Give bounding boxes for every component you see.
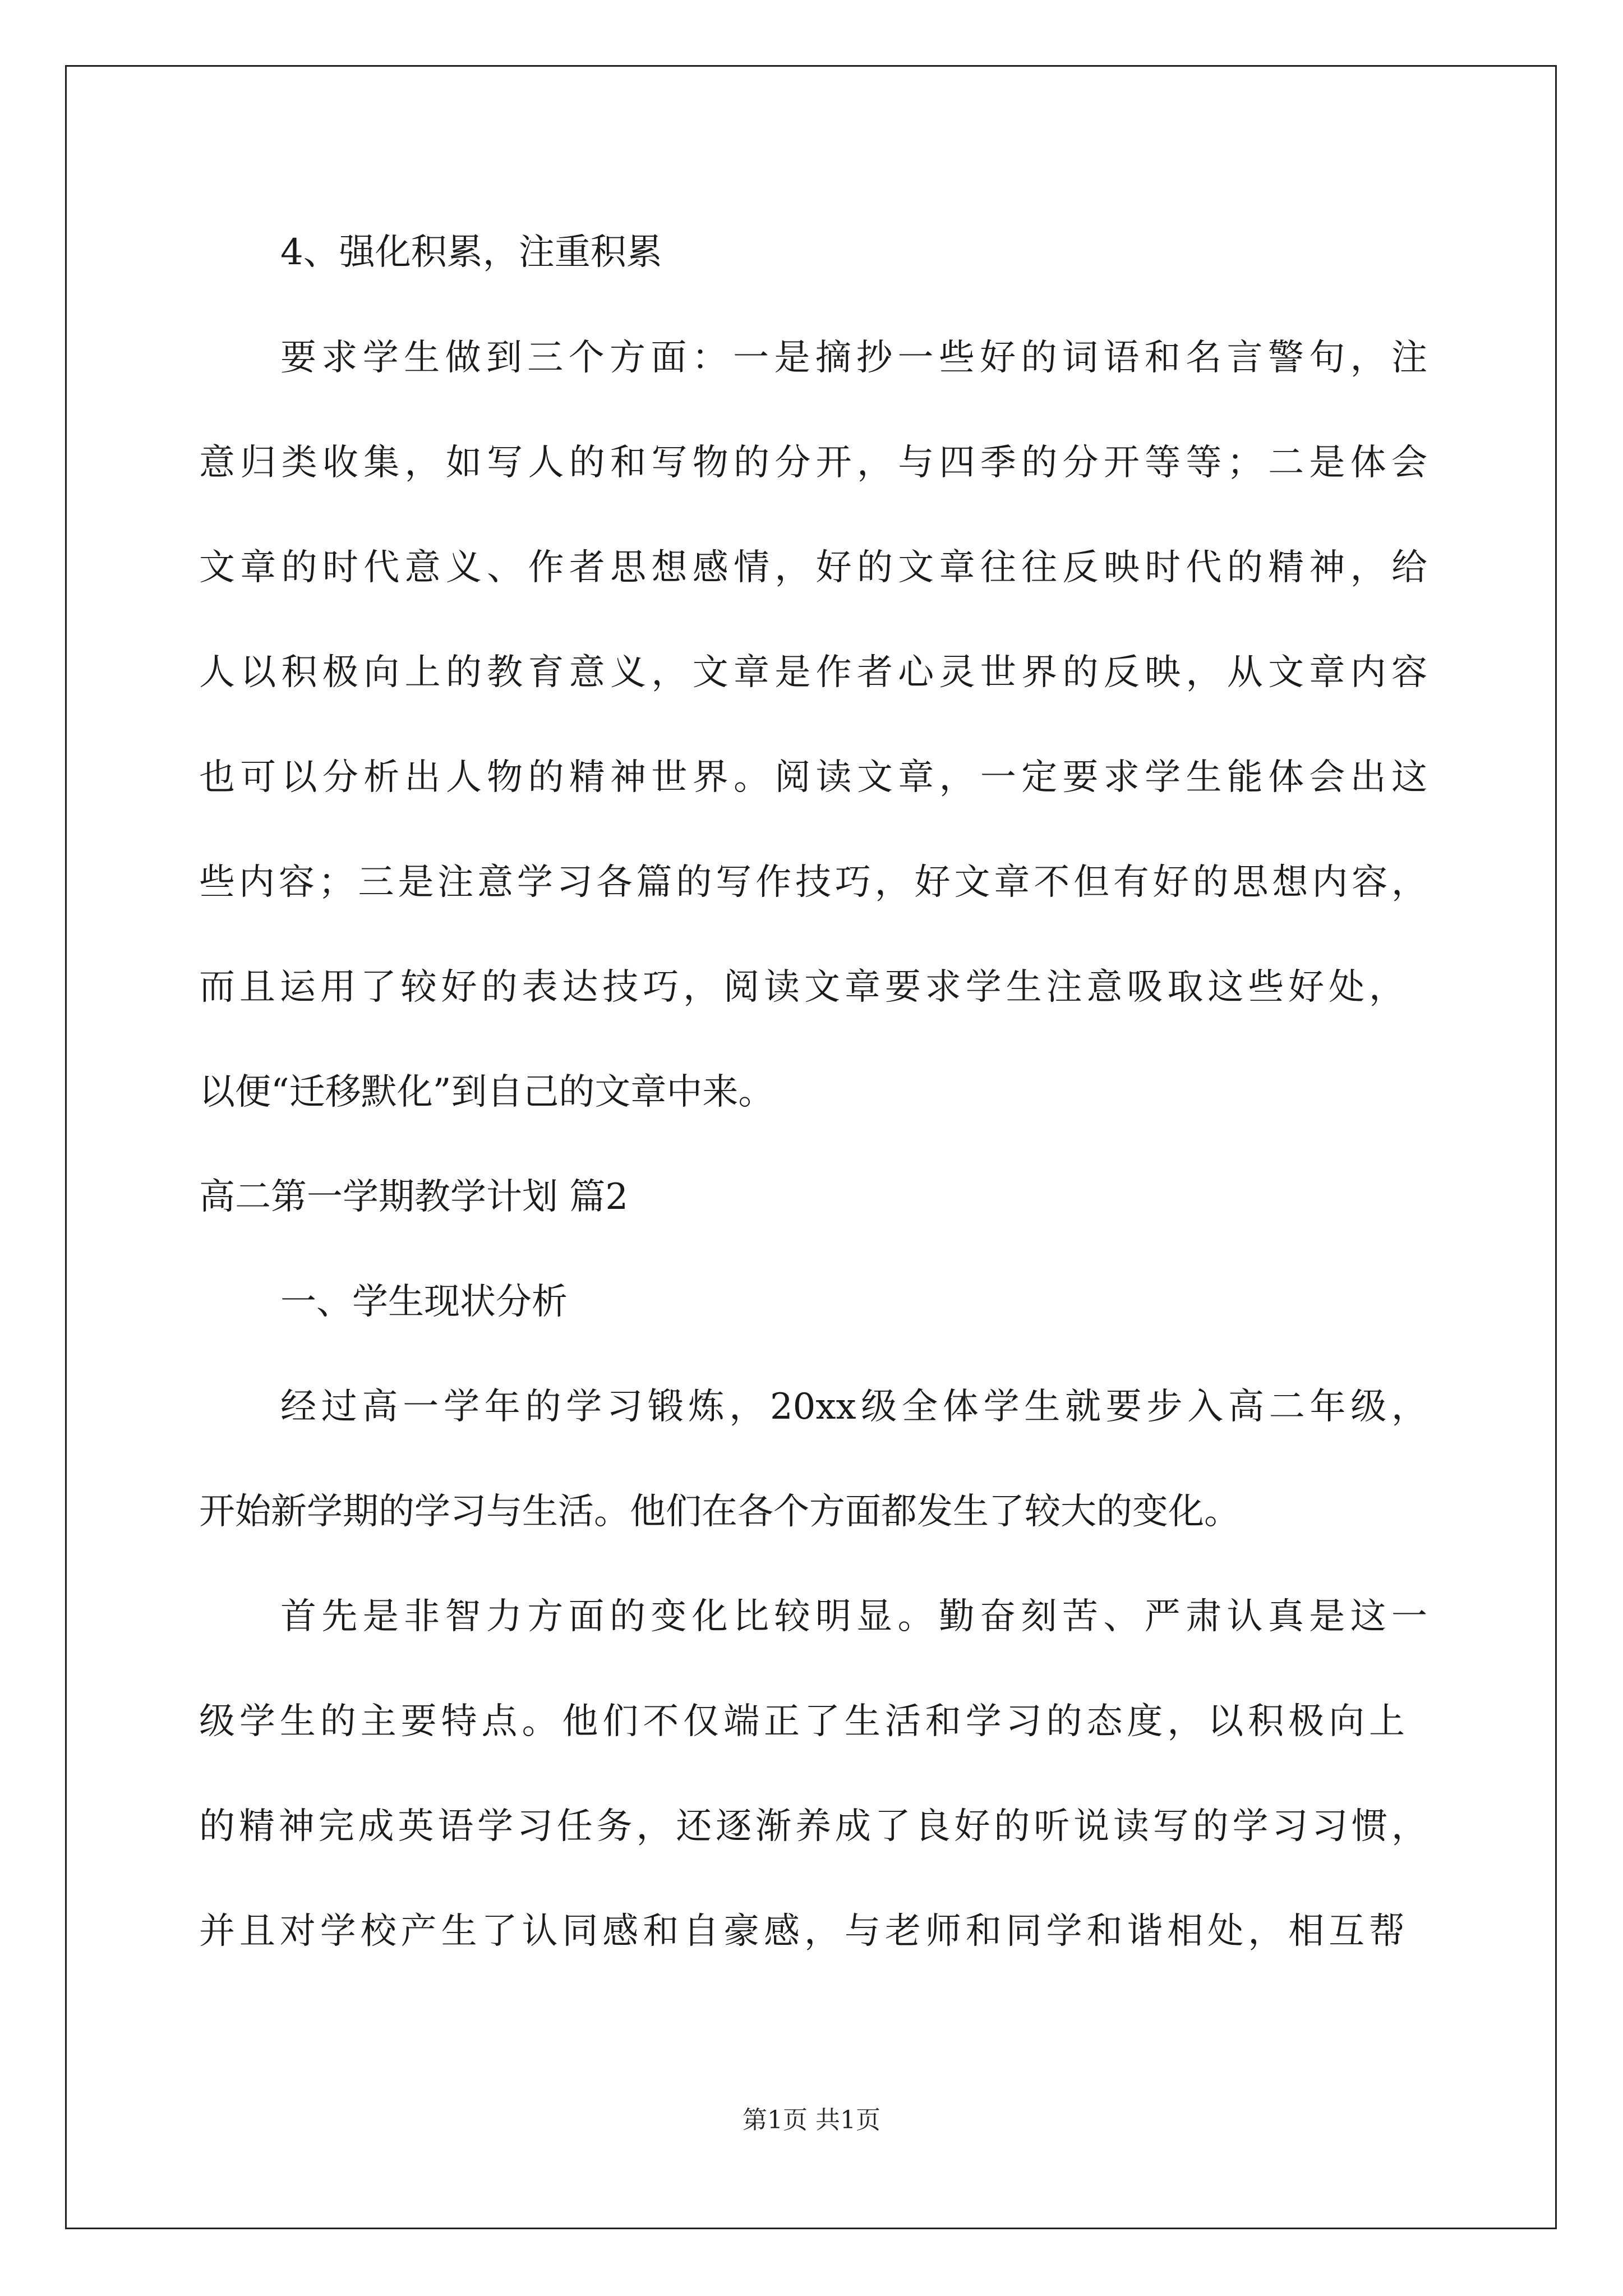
paragraph-line: 的精神完成英语学习任务，还逐渐养成了良好的听说读写的学习习惯， xyxy=(199,1806,1427,1847)
paragraph-line: 首先是非智力方面的变化比较明显。勤奋刻苦、严肃认真是这一 xyxy=(280,1596,1427,1637)
paragraph-line: 要求学生做到三个方面：一是摘抄一些好的词语和名言警句，注 xyxy=(280,337,1427,379)
paragraph-line: 文章的时代意义、作者思想感情，好的文章往往反映时代的精神，给 xyxy=(199,547,1427,588)
paragraph-line: 级学生的主要特点。他们不仅端正了生活和学习的态度，以积极向上 xyxy=(199,1701,1405,1742)
section-title: 高二第一学期教学计划 篇2 xyxy=(199,1176,629,1218)
subsection-heading: 一、学生现状分析 xyxy=(280,1281,568,1323)
paragraph-line: 经过高一学年的学习锻炼，20xx级全体学生就要步入高二年级， xyxy=(280,1386,1427,1428)
paragraph-line: 并且对学校产生了认同感和自豪感，与老师和同学和谐相处，相互帮 xyxy=(199,1911,1405,1952)
paragraph-line: 开始新学期的学习与生活。他们在各个方面都发生了较大的变化。 xyxy=(199,1491,1240,1533)
page-border xyxy=(65,65,1557,2229)
paragraph-line: 也可以分析出人物的精神世界。阅读文章，一定要求学生能体会出这 xyxy=(199,757,1427,798)
section-heading-4: 4、强化积累，注重积累 xyxy=(280,232,662,273)
paragraph-line: 意归类收集，如写人的和写物的分开，与四季的分开等等；二是体会 xyxy=(199,442,1427,484)
paragraph-line: 而且运用了较好的表达技巧，阅读文章要求学生注意吸取这些好处， xyxy=(199,967,1405,1008)
page-footer: 第1页 共1页 xyxy=(743,2106,880,2134)
paragraph-line: 人以积极向上的教育意义，文章是作者心灵世界的反映，从文章内容 xyxy=(199,652,1427,693)
paragraph-line: 些内容；三是注意学习各篇的写作技巧，好文章不但有好的思想内容， xyxy=(199,862,1427,903)
paragraph-line: 以便“迁移默化”到自己的文章中来。 xyxy=(199,1071,774,1113)
